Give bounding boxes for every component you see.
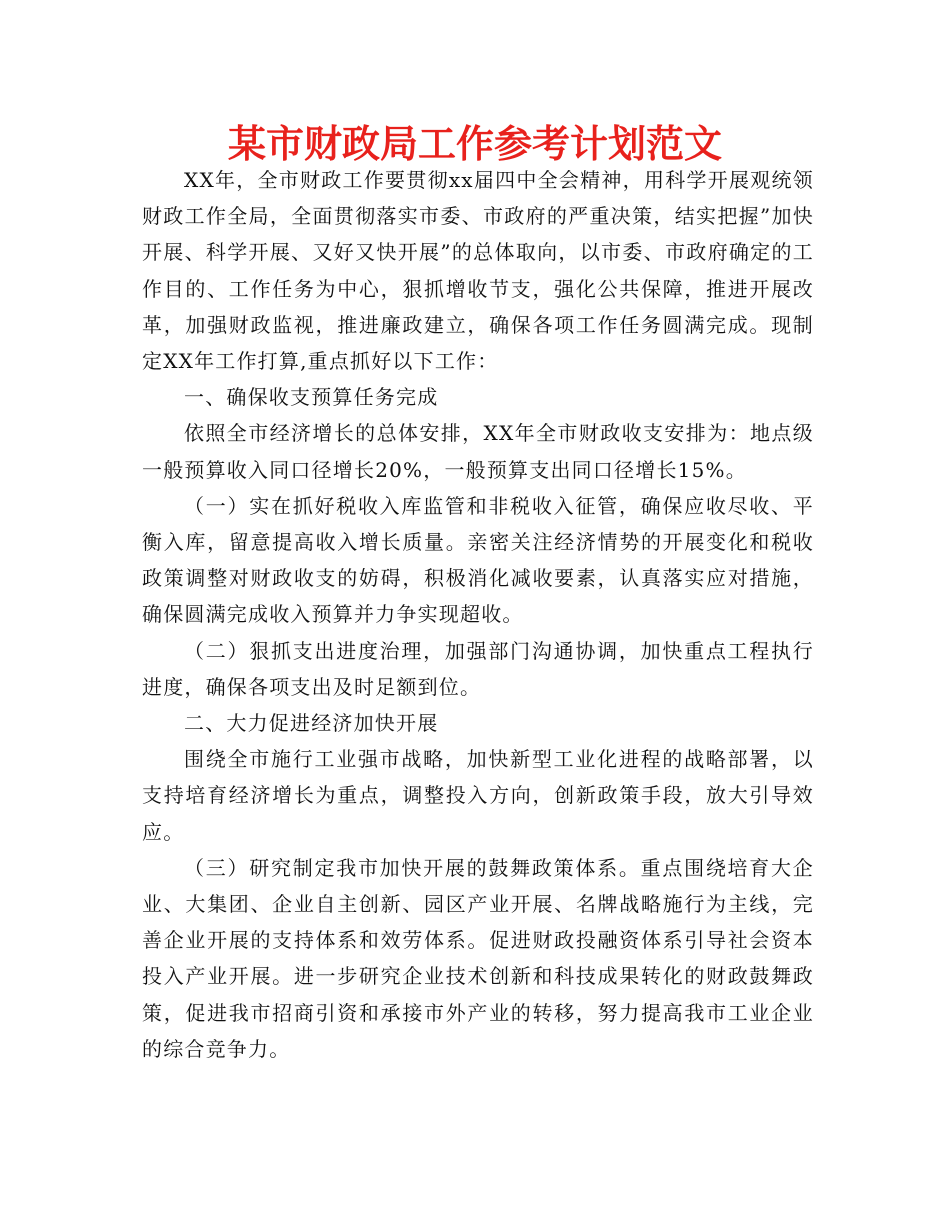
section-2-paragraph: 围绕全市施行工业强市战略，加快新型工业化进程的战略部署，以支持培育经济增长为重点，调整投入方向，创新政策手段，放大引导效应。 (142, 747, 814, 844)
section-1-paragraph: 依照全市经济增长的总体安排，XX年全市财政收支安排为：地点级一般预算收入同口径增长20%，一般预算支出同口径增长15%。 (142, 421, 814, 482)
document-title: 某市财政局工作参考计划范文 (227, 122, 722, 166)
document-body (142, 162, 814, 1067)
section-heading-1: 一、确保收支预算任务完成 (184, 385, 439, 410)
subsection-2-paragraph: （二）狠抓支出进度治理，加强部门沟通协调，加快重点工程执行进度，确保各项支出及时足额到位。 (142, 638, 814, 699)
intro-paragraph: XX年，全市财政工作要贯彻xx届四中全会精神，用科学开展观统领财政工作全局，全面贯彻落实市委、市政府的严重决策，结实把握”加快开展、科学开展、又好又快开展”的总体取向，以市委、市政府确定的工作目的、工作任务为中心，狠抓增收节支，强化公共保障，推进开展改革，加强财政监视，推进廉政建立，确保各项工作任务圆满完成。现制定XX年工作打算,重点抓好以下工作： (142, 168, 814, 374)
section-heading-2: 二、大力促进经济加快开展 (184, 711, 439, 736)
subsection-1-paragraph: （一）实在抓好税收入库监管和非税收入征管，确保应收尽收、平衡入库，留意提高收入增长质量。亲密关注经济情势的开展变化和税收政策调整对财政收支的妨碍，积极消化减收要素，认真落实应对措施，确保圆满完成收入预算并力争实现超收。 (142, 493, 814, 627)
subsection-3-paragraph: （三）研究制定我市加快开展的鼓舞政策体系。重点围绕培育大企业、大集团、企业自主创新、园区产业开展、名牌战略施行为主线，完善企业开展的支持体系和效劳体系。促进财政投融资体系引导社会资本投入产业开展。进一步研究企业技术创新和科技成果转化的财政鼓舞政策，促进我市招商引资和承接市外产业的转移，努力提高我市工业企业的综合竞争力。 (142, 855, 814, 1061)
